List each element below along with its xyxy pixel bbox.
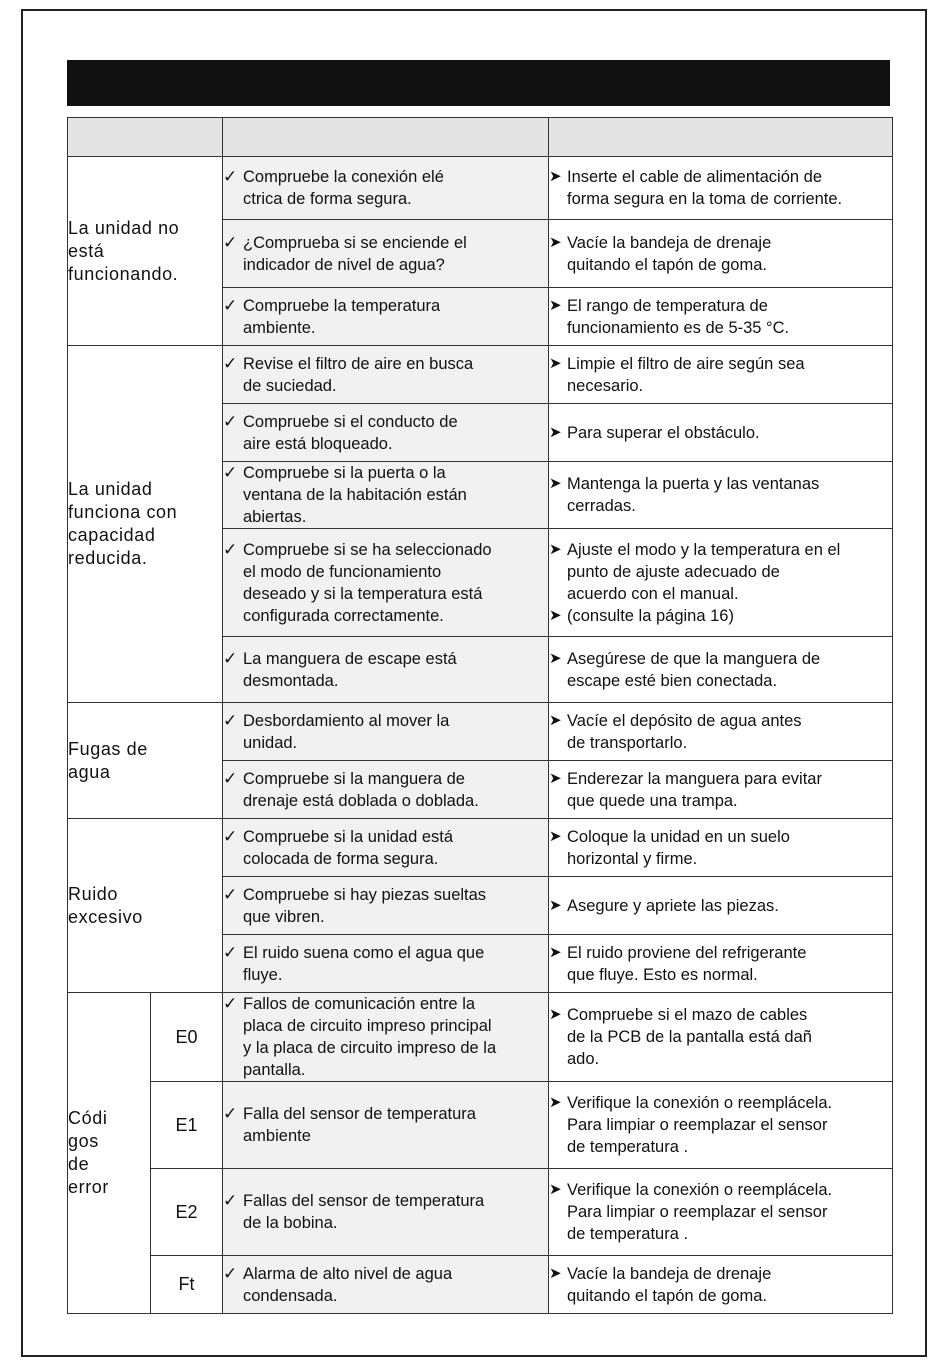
arrowhead-icon: ➤ — [549, 475, 562, 492]
cause-item — [223, 1103, 548, 1147]
solution-cell — [549, 935, 893, 993]
problem-cell — [68, 703, 223, 819]
solution-cell — [549, 993, 893, 1082]
cause-text: Revise el filtro de aire en busca de suciedad. — [243, 354, 474, 395]
cause-cell — [223, 1169, 549, 1256]
solution-cell — [549, 346, 893, 404]
cause-item — [223, 826, 548, 870]
cause-cell — [223, 637, 549, 703]
arrowhead-icon: ➤ — [549, 827, 562, 845]
solution-cell — [549, 819, 893, 877]
check-icon: ✓ — [223, 884, 238, 904]
solution-item — [549, 826, 892, 870]
cause-cell — [223, 703, 549, 761]
table-row — [68, 703, 893, 761]
cause-text: Compruebe si la manguera de drenaje está doblada o doblada. — [243, 769, 479, 810]
solution-item — [549, 768, 892, 812]
check-icon: ✓ — [223, 1104, 238, 1123]
solution-item — [549, 422, 892, 444]
arrowhead-icon: ➤ — [549, 1006, 562, 1023]
cause-item — [223, 1190, 548, 1234]
solution-text: Vacíe el depósito de agua antes de transportarlo. — [567, 711, 802, 752]
solution-item — [549, 1092, 892, 1158]
check-icon: ✓ — [223, 167, 238, 186]
arrowhead-icon: ➤ — [549, 1094, 562, 1111]
check-icon: ✓ — [223, 232, 238, 252]
solution-item — [549, 710, 892, 754]
solution-text: Coloque la unidad en un suelo horizontal y firme. — [567, 827, 790, 868]
cause-cell — [223, 220, 549, 288]
cause-text: Falla del sensor de temperatura ambiente — [243, 1105, 476, 1145]
solution-item — [549, 539, 892, 605]
solution-cell — [549, 462, 893, 529]
solution-cell — [549, 220, 893, 288]
table-row — [68, 346, 893, 404]
solution-item — [549, 353, 892, 397]
solution-cell — [549, 761, 893, 819]
error-code: E2 — [151, 1169, 223, 1256]
cause-text: Compruebe si hay piezas sueltas que vibren. — [243, 885, 487, 926]
cause-cell — [223, 935, 549, 993]
cause-item — [223, 768, 548, 812]
problem-cell-error-codes — [68, 993, 151, 1314]
cause-text: Fallos de comunicación entre la placa de circuito impreso principal y la placa de circuito impreso de la pantalla. — [243, 995, 497, 1079]
solution-text: (consulte la página 16) — [567, 606, 734, 625]
problem-cell — [68, 346, 223, 703]
cause-cell — [223, 1256, 549, 1314]
solution-text: Vacíe la bandeja de drenaje quitando el tapón de goma. — [567, 233, 772, 274]
cause-text: Compruebe la conexión elé ctrica de forma segura. — [243, 168, 444, 208]
solution-item — [549, 473, 892, 517]
table-row — [68, 993, 893, 1082]
check-icon: ✓ — [223, 295, 238, 315]
cause-text: Compruebe la temperatura ambiente. — [243, 296, 441, 337]
cause-cell — [223, 819, 549, 877]
arrowhead-icon: ➤ — [549, 233, 562, 251]
cause-cell — [223, 404, 549, 462]
solution-cell — [549, 1256, 893, 1314]
solution-item — [549, 166, 892, 210]
cause-cell — [223, 288, 549, 346]
arrowhead-icon: ➤ — [549, 1181, 562, 1198]
check-icon: ✓ — [223, 353, 238, 373]
solution-item — [549, 648, 892, 692]
cause-item — [223, 942, 548, 986]
arrowhead-icon: ➤ — [549, 896, 562, 914]
solution-text: El ruido proviene del refrigerante que fluye. Esto es normal. — [567, 943, 807, 984]
cause-item — [223, 232, 548, 276]
solution-item — [549, 1263, 892, 1307]
solution-text: Verifique la conexión o reemplácela. Para limpiar o reemplazar el sensor de temperatura . — [567, 1094, 833, 1156]
solution-cell — [549, 157, 893, 220]
cause-item — [223, 993, 548, 1081]
cause-item — [223, 462, 548, 528]
column-header-solution — [549, 118, 893, 157]
cause-text: Compruebe si el conducto de aire está bloqueado. — [243, 412, 458, 453]
cause-text: Compruebe si la puerta o la ventana de la habitación están abiertas. — [243, 464, 467, 526]
cause-item — [223, 411, 548, 455]
cause-text: Fallas del sensor de temperatura de la bobina. — [243, 1192, 485, 1232]
arrowhead-icon: ➤ — [549, 296, 562, 314]
solution-item — [549, 605, 892, 627]
column-header-problem — [68, 118, 223, 157]
solution-text: Mantenga la puerta y las ventanas cerradas. — [567, 475, 820, 515]
arrowhead-icon: ➤ — [549, 423, 562, 441]
table-row — [68, 1256, 893, 1314]
problem-text: Códi gos de error — [68, 1108, 110, 1197]
solution-cell — [549, 1169, 893, 1256]
cause-cell — [223, 462, 549, 529]
solution-item — [549, 1004, 892, 1070]
check-icon: ✓ — [223, 826, 238, 846]
cause-text: Alarma de alto nivel de agua condensada. — [243, 1264, 453, 1305]
cause-item — [223, 295, 548, 339]
problem-text: Ruido excesivo — [68, 883, 143, 927]
solution-text: Vacíe la bandeja de drenaje quitando el tapón de goma. — [567, 1264, 772, 1305]
check-icon: ✓ — [223, 710, 238, 730]
solution-text: Asegúrese de que la manguera de escape esté bien conectada. — [567, 649, 821, 690]
check-icon: ✓ — [223, 463, 238, 482]
column-header-row — [68, 118, 893, 157]
solution-text: Enderezar la manguera para evitar que quede una trampa. — [567, 769, 822, 810]
cause-text: El ruido suena como el agua que fluye. — [243, 943, 485, 984]
cause-item — [223, 353, 548, 397]
cause-cell — [223, 346, 549, 404]
arrowhead-icon: ➤ — [549, 168, 562, 185]
problem-text: La unidad funciona con capacidad reducida. — [68, 479, 178, 568]
problem-cell — [68, 819, 223, 993]
check-icon: ✓ — [223, 539, 238, 559]
cause-text: ¿Comprueba si se enciende el indicador de nivel de agua? — [243, 233, 467, 274]
cause-item — [223, 539, 548, 627]
cause-cell — [223, 993, 549, 1082]
solution-item — [549, 942, 892, 986]
table-row — [68, 1169, 893, 1256]
arrowhead-icon: ➤ — [549, 711, 562, 729]
arrowhead-icon: ➤ — [549, 606, 562, 624]
solution-text: Para superar el obstáculo. — [567, 423, 760, 442]
column-header-cause — [223, 118, 549, 157]
cause-cell — [223, 761, 549, 819]
arrowhead-icon: ➤ — [549, 769, 562, 787]
solution-text: Compruebe si el mazo de cables de la PCB de la pantalla está dañ ado. — [567, 1006, 812, 1068]
solution-cell — [549, 288, 893, 346]
check-icon: ✓ — [223, 768, 238, 788]
problem-cell — [68, 157, 223, 346]
solution-item — [549, 895, 892, 917]
solution-text: El rango de temperatura de funcionamiento es de 5-35 °C. — [567, 296, 790, 337]
check-icon: ✓ — [223, 1263, 238, 1283]
check-icon: ✓ — [223, 648, 238, 668]
solution-text: Asegure y apriete las piezas. — [567, 896, 779, 915]
solution-text: Limpie el filtro de aire según sea necesario. — [567, 354, 805, 395]
troubleshooting-table — [67, 117, 893, 1314]
solution-cell — [549, 529, 893, 637]
cause-cell — [223, 877, 549, 935]
solution-text: Ajuste el modo y la temperatura en el punto de ajuste adecuado de acuerdo con el manual. — [567, 540, 841, 603]
cause-text: Compruebe si se ha seleccionado el modo de funcionamiento deseado y si la temperatura está configurada correctamente. — [243, 540, 492, 625]
cause-text: Compruebe si la unidad está colocada de forma segura. — [243, 827, 454, 868]
solution-text: Verifique la conexión o reemplácela. Para limpiar o reemplazar el sensor de temperatura . — [567, 1181, 833, 1243]
arrowhead-icon: ➤ — [549, 943, 562, 961]
check-icon: ✓ — [223, 1191, 238, 1210]
error-code: E0 — [151, 993, 223, 1082]
solution-cell — [549, 404, 893, 462]
solution-cell — [549, 877, 893, 935]
cause-item — [223, 166, 548, 210]
cause-item — [223, 648, 548, 692]
cause-cell — [223, 529, 549, 637]
check-icon: ✓ — [223, 942, 238, 962]
arrowhead-icon: ➤ — [549, 649, 562, 667]
cause-item — [223, 1263, 548, 1307]
cause-text: La manguera de escape está desmontada. — [243, 649, 457, 690]
problem-text: Fugas de agua — [68, 738, 148, 782]
arrowhead-icon: ➤ — [549, 354, 562, 372]
cause-cell — [223, 1082, 549, 1169]
cause-text: Desbordamiento al mover la unidad. — [243, 711, 450, 752]
arrowhead-icon: ➤ — [549, 540, 562, 558]
check-icon: ✓ — [223, 994, 238, 1013]
check-icon: ✓ — [223, 411, 238, 431]
error-code: E1 — [151, 1082, 223, 1169]
problem-text: La unidad no está funcionando. — [68, 217, 180, 284]
arrowhead-icon: ➤ — [549, 1264, 562, 1282]
error-code: Ft — [151, 1256, 223, 1314]
cause-cell — [223, 157, 549, 220]
table-row — [68, 1082, 893, 1169]
solution-item — [549, 1179, 892, 1245]
header-bar — [67, 60, 890, 106]
solution-cell — [549, 703, 893, 761]
cause-item — [223, 884, 548, 928]
table-row — [68, 157, 893, 220]
solution-cell — [549, 1082, 893, 1169]
solution-cell — [549, 637, 893, 703]
solution-item — [549, 232, 892, 276]
solution-item — [549, 295, 892, 339]
solution-text: Inserte el cable de alimentación de forma segura en la toma de corriente. — [567, 168, 843, 208]
table-row — [68, 819, 893, 877]
cause-item — [223, 710, 548, 754]
